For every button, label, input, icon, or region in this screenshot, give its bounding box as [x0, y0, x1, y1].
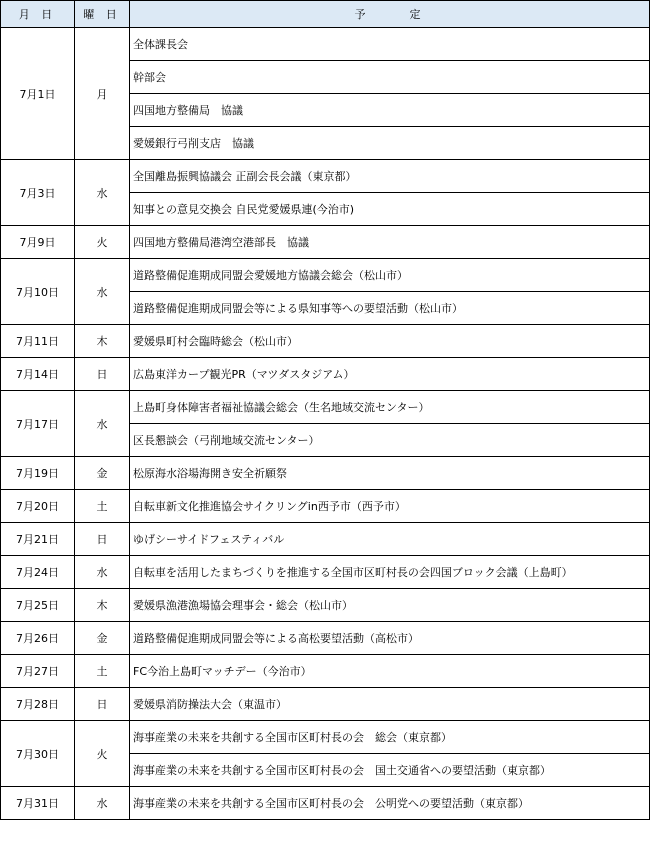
- weekday-cell: 日: [75, 688, 130, 721]
- schedule-body: [1, 28, 650, 820]
- event-cell: 自転車を活用したまちづくりを推進する全国市区町村長の会四国ブロック会議（上島町）: [130, 556, 650, 589]
- weekday-cell: 水: [75, 391, 130, 457]
- weekday-cell: 日: [75, 523, 130, 556]
- date-cell: 7月30日: [1, 721, 75, 787]
- date-cell: 7月25日: [1, 589, 75, 622]
- table-row: [1, 358, 650, 391]
- weekday-cell: 水: [75, 259, 130, 325]
- table-row: [1, 226, 650, 259]
- table-row: [1, 391, 650, 424]
- event-cell: 海事産業の未来を共創する全国市区町村長の会 公明党への要望活動（東京都）: [130, 787, 650, 820]
- table-row: [1, 622, 650, 655]
- table-row: [1, 589, 650, 622]
- date-cell: 7月3日: [1, 160, 75, 226]
- date-cell: 7月14日: [1, 358, 75, 391]
- weekday-cell: 水: [75, 787, 130, 820]
- weekday-cell: 木: [75, 589, 130, 622]
- event-cell: 道路整備促進期成同盟会愛媛地方協議会総会（松山市）: [130, 259, 650, 292]
- event-cell: 愛媛県消防操法大会（東温市）: [130, 688, 650, 721]
- date-cell: 7月20日: [1, 490, 75, 523]
- event-cell: 上島町身体障害者福祉協議会総会（生名地域交流センター）: [130, 391, 650, 424]
- table-row: [1, 490, 650, 523]
- date-cell: 7月24日: [1, 556, 75, 589]
- event-cell: 愛媛銀行弓削支店 協議: [130, 127, 650, 160]
- weekday-cell: 金: [75, 622, 130, 655]
- date-cell: 7月21日: [1, 523, 75, 556]
- event-cell: 全体課長会: [130, 28, 650, 61]
- event-cell: 海事産業の未来を共創する全国市区町村長の会 総会（東京都）: [130, 721, 650, 754]
- event-cell: 幹部会: [130, 61, 650, 94]
- date-cell: 7月31日: [1, 787, 75, 820]
- table-row: [1, 787, 650, 820]
- event-cell: 海事産業の未来を共創する全国市区町村長の会 国土交通省への要望活動（東京都）: [130, 754, 650, 787]
- table-row: [1, 160, 650, 193]
- event-cell: 区長懇談会（弓削地域交流センター）: [130, 424, 650, 457]
- header-date: 月 日: [1, 1, 75, 28]
- header-row: [1, 1, 650, 28]
- weekday-cell: 日: [75, 358, 130, 391]
- event-cell: 自転車新文化推進協会サイクリングin西予市（西予市）: [130, 490, 650, 523]
- event-cell: 四国地方整備局港湾空港部長 協議: [130, 226, 650, 259]
- event-cell: 松原海水浴場海開き安全祈願祭: [130, 457, 650, 490]
- date-cell: 7月28日: [1, 688, 75, 721]
- weekday-cell: 木: [75, 325, 130, 358]
- date-cell: 7月26日: [1, 622, 75, 655]
- weekday-cell: 水: [75, 556, 130, 589]
- weekday-cell: 土: [75, 655, 130, 688]
- event-cell: 全国離島振興協議会 正副会長会議（東京都）: [130, 160, 650, 193]
- table-row: [1, 523, 650, 556]
- weekday-cell: 水: [75, 160, 130, 226]
- weekday-cell: 土: [75, 490, 130, 523]
- date-cell: 7月19日: [1, 457, 75, 490]
- header-plan: [130, 1, 650, 28]
- date-cell: 7月1日: [1, 28, 75, 160]
- weekday-cell: 金: [75, 457, 130, 490]
- date-cell: 7月27日: [1, 655, 75, 688]
- table-row: [1, 259, 650, 292]
- date-cell: 7月9日: [1, 226, 75, 259]
- date-cell: 7月10日: [1, 259, 75, 325]
- table-row: [1, 325, 650, 358]
- date-cell: 7月17日: [1, 391, 75, 457]
- table-row: [1, 556, 650, 589]
- date-cell: 7月11日: [1, 325, 75, 358]
- table-row: [1, 457, 650, 490]
- event-cell: 広島東洋カープ観光PR（マツダスタジアム）: [130, 358, 650, 391]
- event-cell: 道路整備促進期成同盟会等による高松要望活動（高松市）: [130, 622, 650, 655]
- event-cell: 知事との意見交換会 自民党愛媛県連(今治市): [130, 193, 650, 226]
- table-row: [1, 688, 650, 721]
- event-cell: ゆげシーサイドフェスティバル: [130, 523, 650, 556]
- weekday-cell: 月: [75, 28, 130, 160]
- event-cell: 道路整備促進期成同盟会等による県知事等への要望活動（松山市）: [130, 292, 650, 325]
- table-row: [1, 721, 650, 754]
- weekday-cell: 火: [75, 721, 130, 787]
- weekday-cell: 火: [75, 226, 130, 259]
- header-plan-left: 予: [354, 8, 370, 21]
- header-weekday: 曜 日: [75, 1, 130, 28]
- header-plan-right: 定: [409, 8, 425, 21]
- event-cell: 愛媛県町村会臨時総会（松山市）: [130, 325, 650, 358]
- table-row: [1, 28, 650, 61]
- event-cell: 四国地方整備局 協議: [130, 94, 650, 127]
- event-cell: 愛媛県漁港漁場協会理事会・総会（松山市）: [130, 589, 650, 622]
- event-cell: FC今治上島町マッチデー（今治市）: [130, 655, 650, 688]
- table-row: [1, 655, 650, 688]
